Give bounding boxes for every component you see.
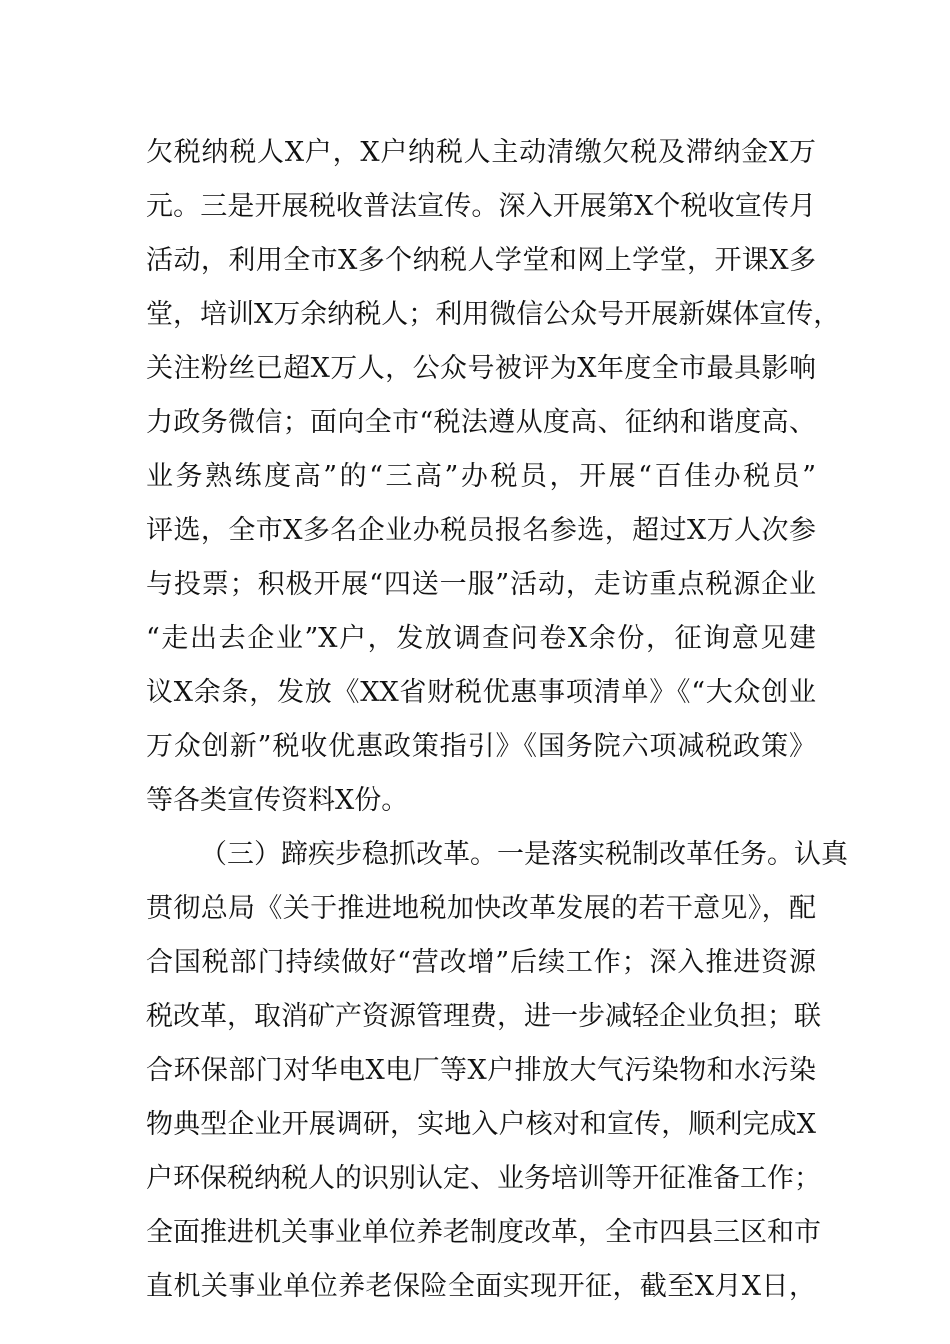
text-line: 评选，全市X多名企业办税员报名参选，超过X万人次参 bbox=[146, 515, 816, 546]
text-line: 户环保税纳税人的识别认定、业务培训等开征准备工作； bbox=[146, 1163, 821, 1194]
text-line: 贯彻总局《关于推进地税加快改革发展的若干意见》，配 bbox=[146, 893, 816, 924]
text-line: 全面推进机关事业单位养老制度改革，全市四县三区和市 bbox=[146, 1217, 821, 1248]
text-line: “走出去企业”X户，发放调查问卷X余份，征询意见建 bbox=[146, 623, 816, 654]
text-line: 税改革，取消矿产资源管理费，进一步减轻企业负担；联 bbox=[146, 1001, 821, 1032]
body-text bbox=[146, 126, 848, 1314]
text-line: 与投票；积极开展“四送一服”活动，走访重点税源企业 bbox=[146, 569, 816, 600]
text-line: 合国税部门持续做好“营改增”后续工作；深入推进资源 bbox=[146, 947, 816, 978]
text-line: 万众创新”税收优惠政策指引》《国务院六项减税政策》 bbox=[146, 731, 816, 762]
text-line: 等各类宣传资料X份。 bbox=[146, 785, 409, 816]
text-line: 物典型企业开展调研，实地入户核对和宣传，顺利完成X bbox=[146, 1109, 816, 1140]
text-line: 活动，利用全市X多个纳税人学堂和网上学堂，开课X多 bbox=[146, 245, 816, 276]
text-line: 堂，培训X万余纳税人；利用微信公众号开展新媒体宣传， bbox=[146, 299, 841, 330]
text-line: 欠税纳税人X户，X户纳税人主动清缴欠税及滞纳金X万 bbox=[146, 137, 816, 168]
text-line: 力政务微信；面向全市“税法遵从度高、征纳和谐度高、 bbox=[146, 407, 816, 438]
text-line: 业务熟练度高”的“三高”办税员，开展“百佳办税员” bbox=[146, 461, 816, 492]
text-line: 元。三是开展税收普法宣传。深入开展第X个税收宣传月 bbox=[146, 191, 816, 222]
text-line: 直机关事业单位养老保险全面实现开征，截至X月X日， bbox=[146, 1271, 816, 1302]
section-heading-line: （三）蹄疾步稳抓改革。一是落实税制改革任务。认真 bbox=[200, 839, 848, 870]
text-line: 关注粉丝已超X万人，公众号被评为X年度全市最具影响 bbox=[146, 353, 816, 384]
text-line: 议X余条，发放《XX省财税优惠事项清单》《“大众创业 bbox=[146, 677, 816, 708]
text-line: 合环保部门对华电X电厂等X户排放大气污染物和水污染 bbox=[146, 1055, 816, 1086]
